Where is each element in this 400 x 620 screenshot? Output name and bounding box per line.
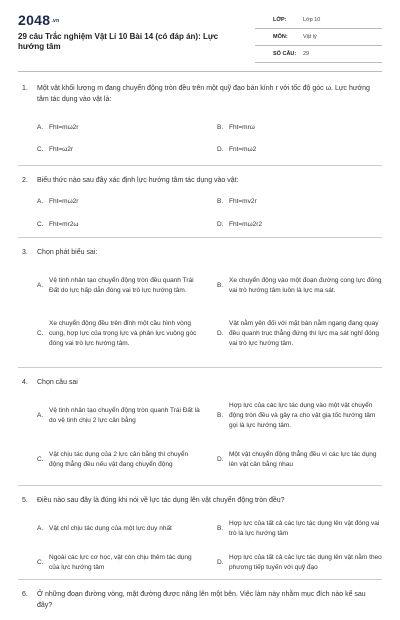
option-text: Fht=mω2r2: [229, 220, 263, 228]
question-item: [18, 486, 382, 580]
question-stem: [18, 486, 382, 506]
question-stem: [18, 238, 382, 258]
option-b[interactable]: [217, 394, 382, 438]
question-text: Một vật khối lượng m đang chuyển động tròn đều trên một quỹ đạo bán kính r với tốc độ góc ω. Lực hướng tâm tác dụng vào vật là:: [37, 85, 370, 103]
option-letter: A.: [37, 197, 44, 205]
site-logo[interactable]: [18, 12, 59, 28]
option-d[interactable]: [217, 438, 382, 482]
option-text: Vật chịu tác dụng của 2 lực cân bằng thì chuyển động thẳng đều nếu vật đang chuyển động: [49, 451, 189, 468]
option-b[interactable]: [217, 190, 382, 213]
option-letter: B.: [217, 525, 224, 532]
meta-row-count: [255, 46, 382, 63]
question-number: 3.: [22, 249, 28, 256]
question-number: 5.: [22, 497, 28, 504]
option-c[interactable]: [37, 213, 202, 236]
question-stem: [18, 166, 382, 186]
option-d[interactable]: [217, 546, 382, 580]
logo-text: 2048: [18, 12, 51, 28]
option-b[interactable]: [217, 264, 382, 308]
document-header: [18, 0, 382, 72]
option-letter: D.: [217, 220, 224, 228]
option-letter: B.: [217, 197, 224, 205]
option-text: Một vật chuyển động thẳng đều vì các lực tác dụng lên vật cân bằng nhau: [229, 451, 377, 468]
option-text: Hợp lực của tất cả các lực tác dụng lên vật nằm theo phương tiếp tuyến với quỹ đạo: [229, 554, 382, 571]
option-letter: A.: [37, 412, 44, 419]
question-text: Chọn câu sai: [37, 379, 78, 386]
option-text: Fht=mr2ω: [49, 220, 79, 228]
option-text: Xe chuyển động đều trên đỉnh một cầu hình vòng cung, hợp lực của trọng lực và phản lực vuông góc đóng vai trò lực hướng tâm.: [49, 320, 197, 347]
answer-options: [18, 512, 382, 580]
option-text: Vật nằm yên đối với mặt bàn nằm ngang đang quay đều quanh trục thẳng đứng thì lực ma sát nghỉ đóng vai trò lực hướng tâm.: [229, 320, 379, 347]
meta-label: SỐ CÂU:: [273, 51, 297, 57]
option-text: Fnt=mω2: [229, 146, 257, 153]
answer-options: [18, 117, 382, 161]
option-d[interactable]: [217, 308, 382, 360]
option-text: Ngoài các lực cơ học, vật còn chịu thêm tác dụng của lực hướng tâm: [49, 554, 192, 571]
answer-options: [18, 190, 382, 236]
option-b[interactable]: [217, 117, 382, 139]
option-d[interactable]: [217, 213, 382, 236]
question-list: [18, 74, 382, 620]
option-letter: D.: [217, 559, 224, 566]
question-item: [18, 166, 382, 238]
option-text: Xe chuyển động vào một đoạn đường cong lực đóng vai trò hướng tâm luôn là lực ma sát.: [229, 277, 382, 294]
question-stem: [18, 580, 382, 611]
question-number: 2.: [22, 177, 28, 184]
option-text: Vật chỉ chịu tác dụng của một lực duy nhất: [49, 525, 172, 532]
option-letter: B.: [217, 412, 224, 419]
meta-row-subject: [255, 29, 382, 46]
document-title: 29 câu Trắc nghiệm Vật Lí 10 Bài 14 (có đáp án): Lực hướng tâm: [18, 32, 219, 51]
option-text: Fht=mrω: [229, 124, 255, 131]
option-a[interactable]: [37, 117, 202, 139]
option-c[interactable]: [37, 438, 202, 482]
meta-label: MÔN:: [273, 34, 288, 40]
option-text: Fht=mω2r: [49, 124, 79, 131]
option-letter: C.: [37, 330, 44, 337]
question-item: [18, 238, 382, 368]
question-item: [18, 580, 382, 620]
option-text: Fht=ω2r: [49, 146, 74, 153]
option-a[interactable]: [37, 190, 202, 213]
option-text: Vệ tinh nhân tạo chuyển động tròn đều quanh Trái Đất do lực hấp dẫn đóng vai trò lực hướng tâm.: [49, 277, 194, 294]
option-text: Vệ tinh nhân tạo chuyển động tròn quanh Trái Đất là do vệ tinh chịu 2 lực cân bằng: [49, 407, 200, 424]
option-letter: C.: [37, 559, 44, 566]
option-text: Hợp lực của các lực tác dụng vào một vật chuyển động tròn đều và gây ra cho vật gia tốc hướng tâm gọi là lực hướng tâm.: [229, 402, 376, 429]
option-letter: D.: [217, 330, 224, 337]
option-letter: B.: [217, 124, 224, 131]
question-text: Điều nào sau đây là đúng khi nói về lực tác dụng lên vật chuyển động tròn đều?: [37, 497, 285, 504]
option-c[interactable]: [37, 308, 202, 360]
logo-suffix: .vn: [51, 18, 60, 25]
option-d[interactable]: [217, 139, 382, 161]
option-b[interactable]: [217, 512, 382, 546]
option-a[interactable]: [37, 512, 202, 546]
option-c[interactable]: [37, 139, 202, 161]
option-a[interactable]: [37, 394, 202, 438]
option-letter: A.: [37, 525, 44, 532]
option-letter: C.: [37, 456, 44, 463]
meta-info-table: [255, 12, 382, 63]
meta-row-class: [255, 12, 382, 29]
option-letter: B.: [217, 282, 224, 289]
option-c[interactable]: [37, 546, 202, 580]
question-number: 6.: [22, 591, 28, 598]
question-number: 1.: [22, 85, 28, 92]
question-text: Chọn phát biểu sai:: [37, 249, 98, 256]
option-text: Fht=mω2r: [49, 197, 79, 205]
option-letter: D.: [217, 456, 224, 463]
meta-value: Lớp 10: [303, 17, 321, 23]
question-stem: [18, 368, 382, 388]
question-stem: [18, 74, 382, 105]
option-letter: A.: [37, 124, 44, 131]
meta-value: 29: [303, 51, 310, 57]
meta-label: LỚP:: [273, 17, 287, 23]
option-text: Fht=mv2r: [229, 197, 257, 205]
question-item: [18, 368, 382, 486]
question-item: [18, 74, 382, 166]
option-letter: A.: [37, 282, 44, 289]
option-letter: C.: [37, 220, 44, 228]
meta-value: Vật lý: [303, 34, 317, 40]
option-a[interactable]: [37, 264, 202, 308]
option-text: Hợp lực của tất cả các lực tác dụng lên vật đóng vai trò là lực hướng tâm: [229, 520, 380, 537]
question-number: 4.: [22, 379, 28, 386]
question-text: Biểu thức nào sau đây xác định lực hướng tâm tác dụng vào vật:: [37, 177, 239, 184]
answer-options: [18, 264, 382, 360]
answer-options: [18, 394, 382, 482]
option-letter: D.: [217, 146, 224, 153]
question-text: Ở những đoạn đường vòng, mặt đường được nâng lên một bên. Việc làm này nhằm mục đích nào kể sau đây?: [37, 591, 366, 609]
option-letter: C.: [37, 146, 44, 153]
